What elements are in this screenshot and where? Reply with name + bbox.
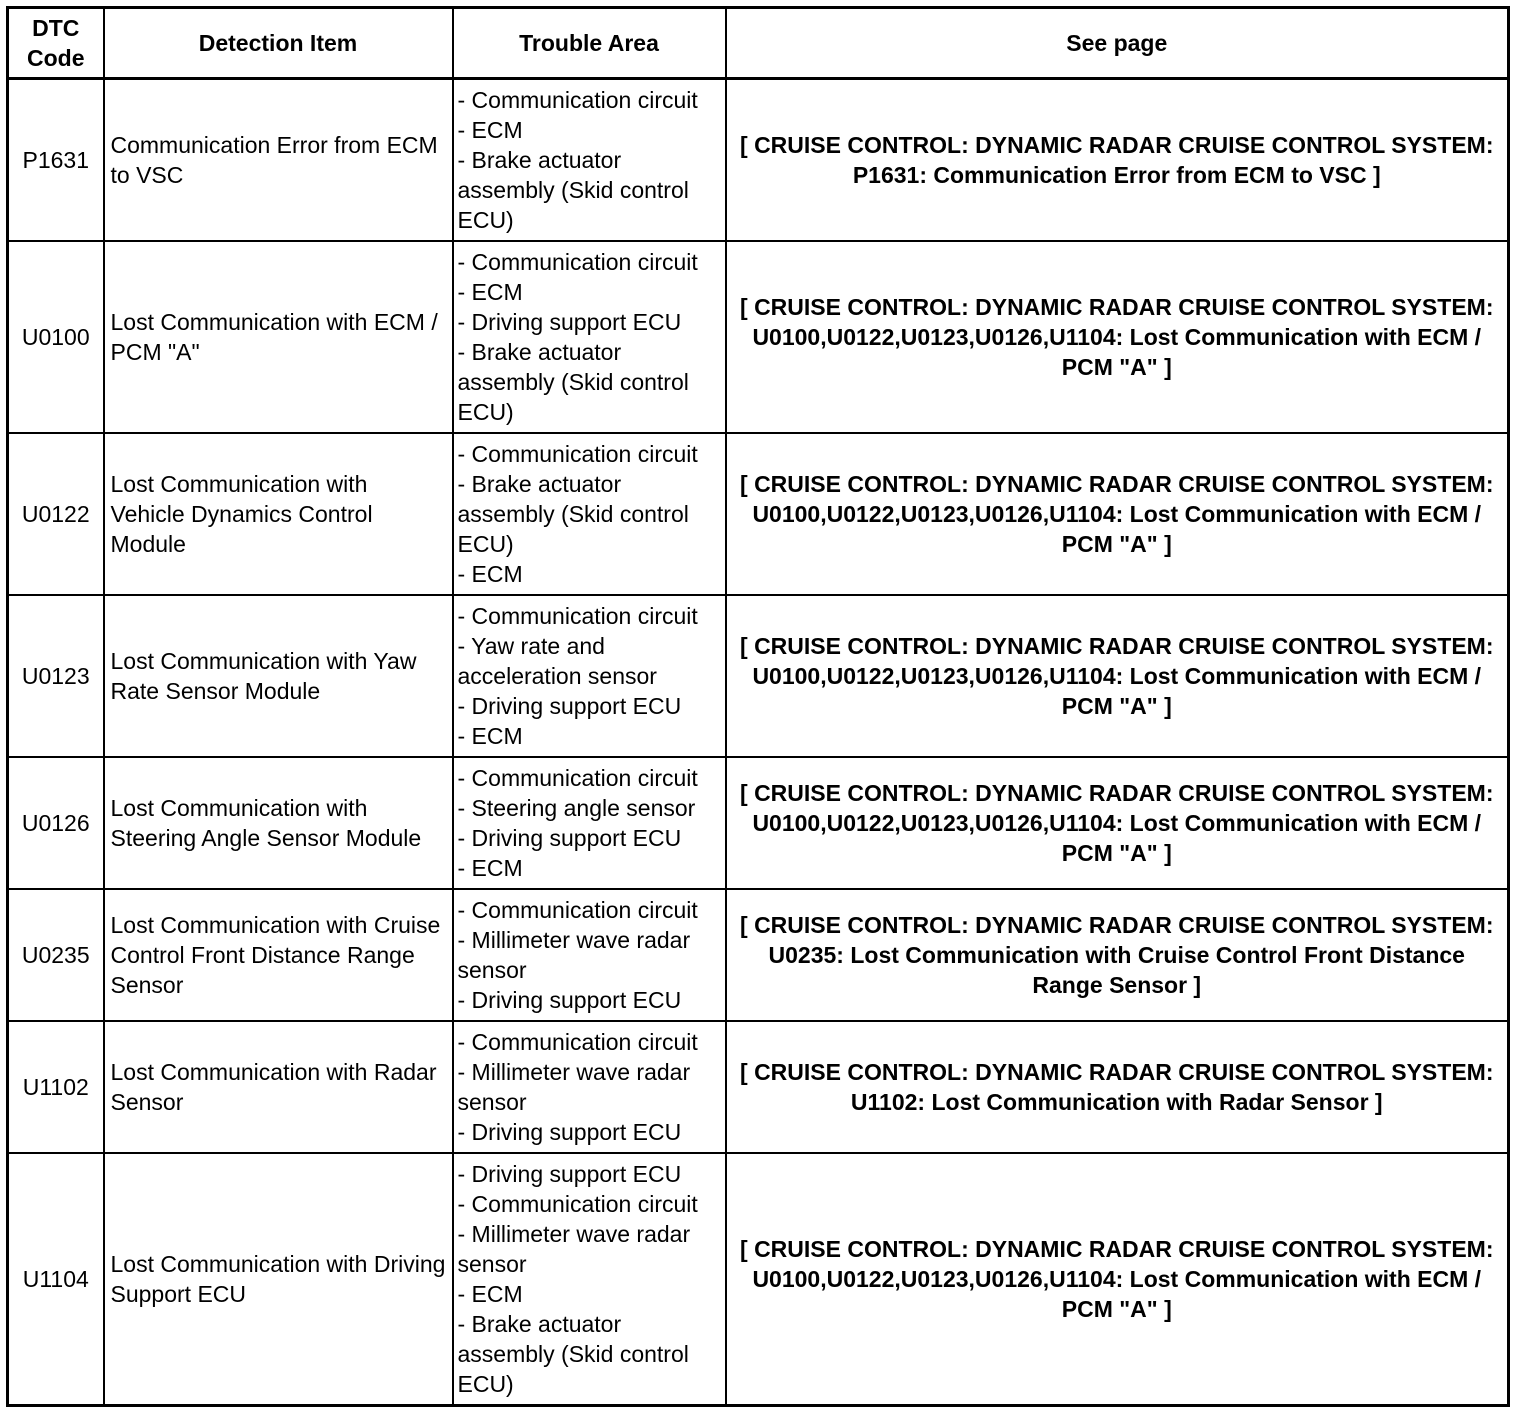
header-trouble-area: Trouble Area (453, 8, 726, 79)
trouble-area-cell (453, 433, 726, 595)
detection-item-cell: Communication Error from ECM to VSC (104, 79, 453, 242)
see-page-link[interactable]: [ CRUISE CONTROL: DYNAMIC RADAR CRUISE CONTROL SYSTEM: U1102: Lost Communication with Radar Sensor ] (726, 1021, 1509, 1153)
trouble-area-line: - Driving support ECU (457, 309, 682, 335)
trouble-area-line: - Yaw rate and (457, 633, 605, 659)
trouble-area-line: ECU) (457, 207, 514, 233)
trouble-area-line: - Brake actuator (457, 471, 622, 497)
trouble-area-line: - Driving support ECU (457, 987, 682, 1013)
trouble-area-line: assembly (Skid control (457, 369, 689, 395)
table-row (8, 433, 1509, 595)
trouble-area-line: ECU) (457, 531, 514, 557)
trouble-area-line: sensor (457, 957, 527, 983)
trouble-area-line: sensor (457, 1251, 527, 1277)
detection-item-cell: Lost Communication with Driving Support ECU (104, 1153, 453, 1406)
trouble-area-line: acceleration sensor (457, 663, 657, 689)
trouble-area-line: - Millimeter wave radar (457, 1221, 691, 1247)
trouble-area-line: - Communication circuit (457, 249, 698, 275)
trouble-area-line: assembly (Skid control (457, 1341, 689, 1367)
trouble-area-line: - Driving support ECU (457, 693, 682, 719)
header-detection-item: Detection Item (104, 8, 453, 79)
trouble-area-line: - Driving support ECU (457, 825, 682, 851)
see-page-link[interactable]: [ CRUISE CONTROL: DYNAMIC RADAR CRUISE CONTROL SYSTEM: U0100,U0122,U0123,U0126,U1104: Lost Communication with ECM / PCM "A" ] (726, 241, 1509, 433)
see-page-link[interactable]: [ CRUISE CONTROL: DYNAMIC RADAR CRUISE CONTROL SYSTEM: P1631: Communication Error from ECM to VSC ] (726, 79, 1509, 242)
trouble-area-line: - Steering angle sensor (457, 795, 696, 821)
dtc-code-cell: U1102 (8, 1021, 104, 1153)
trouble-area-cell (453, 79, 726, 242)
dtc-code-cell: U0126 (8, 757, 104, 889)
trouble-area-line: - Brake actuator (457, 339, 622, 365)
dtc-code-cell: P1631 (8, 79, 104, 242)
see-page-link[interactable]: [ CRUISE CONTROL: DYNAMIC RADAR CRUISE CONTROL SYSTEM: U0100,U0122,U0123,U0126,U1104: Lost Communication with ECM / PCM "A" ] (726, 1153, 1509, 1406)
trouble-area-line: assembly (Skid control (457, 501, 689, 527)
trouble-area-line: - ECM (457, 279, 523, 305)
trouble-area-line: ECU) (457, 399, 514, 425)
trouble-area-line: - Communication circuit (457, 897, 698, 923)
dtc-code-cell: U0100 (8, 241, 104, 433)
table-row (8, 889, 1509, 1021)
trouble-area-line: - ECM (457, 855, 523, 881)
trouble-area-line: - Communication circuit (457, 1029, 698, 1055)
trouble-area-cell (453, 1021, 726, 1153)
see-page-link[interactable]: [ CRUISE CONTROL: DYNAMIC RADAR CRUISE CONTROL SYSTEM: U0235: Lost Communication with Cruise Control Front Distance Range Sensor ] (726, 889, 1509, 1021)
see-page-link[interactable]: [ CRUISE CONTROL: DYNAMIC RADAR CRUISE CONTROL SYSTEM: U0100,U0122,U0123,U0126,U1104: Lost Communication with ECM / PCM "A" ] (726, 757, 1509, 889)
trouble-area-line: - Millimeter wave radar (457, 927, 691, 953)
detection-item-cell: Lost Communication with ECM / PCM "A" (104, 241, 453, 433)
trouble-area-line: - Communication circuit (457, 603, 698, 629)
dtc-code-cell: U0122 (8, 433, 104, 595)
table-body (8, 79, 1509, 1406)
trouble-area-cell (453, 1153, 726, 1406)
detection-item-cell: Lost Communication with Cruise Control Front Distance Range Sensor (104, 889, 453, 1021)
table-row (8, 79, 1509, 242)
dtc-code-cell: U0235 (8, 889, 104, 1021)
trouble-area-line: - ECM (457, 561, 523, 587)
table-row (8, 595, 1509, 757)
trouble-area-line: - Communication circuit (457, 765, 698, 791)
trouble-area-cell (453, 595, 726, 757)
trouble-area-line: - ECM (457, 117, 523, 143)
table-row (8, 757, 1509, 889)
trouble-area-line: - ECM (457, 723, 523, 749)
trouble-area-cell (453, 241, 726, 433)
trouble-area-cell (453, 889, 726, 1021)
see-page-link[interactable]: [ CRUISE CONTROL: DYNAMIC RADAR CRUISE CONTROL SYSTEM: U0100,U0122,U0123,U0126,U1104: Lost Communication with ECM / PCM "A" ] (726, 595, 1509, 757)
table-row (8, 241, 1509, 433)
trouble-area-line: - Communication circuit (457, 1191, 698, 1217)
see-page-link[interactable]: [ CRUISE CONTROL: DYNAMIC RADAR CRUISE CONTROL SYSTEM: U0100,U0122,U0123,U0126,U1104: Lost Communication with ECM / PCM "A" ] (726, 433, 1509, 595)
trouble-area-line: - Driving support ECU (457, 1119, 682, 1145)
trouble-area-line: - Brake actuator (457, 147, 622, 173)
trouble-area-line: - ECM (457, 1281, 523, 1307)
trouble-area-line: - Communication circuit (457, 441, 698, 467)
detection-item-cell: Lost Communication with Yaw Rate Sensor Module (104, 595, 453, 757)
dtc-code-cell: U0123 (8, 595, 104, 757)
trouble-area-line: ECU) (457, 1371, 514, 1397)
dtc-table (6, 6, 1510, 1407)
trouble-area-line: - Millimeter wave radar (457, 1059, 691, 1085)
detection-item-cell: Lost Communication with Vehicle Dynamics Control Module (104, 433, 453, 595)
trouble-area-line: - Driving support ECU (457, 1161, 682, 1187)
header-row (8, 8, 1509, 79)
dtc-code-cell: U1104 (8, 1153, 104, 1406)
trouble-area-cell (453, 757, 726, 889)
header-dtc-code: DTC Code (8, 8, 104, 79)
trouble-area-line: assembly (Skid control (457, 177, 689, 203)
header-see-page: See page (726, 8, 1509, 79)
trouble-area-line: sensor (457, 1089, 527, 1115)
table-row (8, 1153, 1509, 1406)
trouble-area-line: - Brake actuator (457, 1311, 622, 1337)
detection-item-cell: Lost Communication with Steering Angle Sensor Module (104, 757, 453, 889)
trouble-area-line: - Communication circuit (457, 87, 698, 113)
table-row (8, 1021, 1509, 1153)
detection-item-cell: Lost Communication with Radar Sensor (104, 1021, 453, 1153)
